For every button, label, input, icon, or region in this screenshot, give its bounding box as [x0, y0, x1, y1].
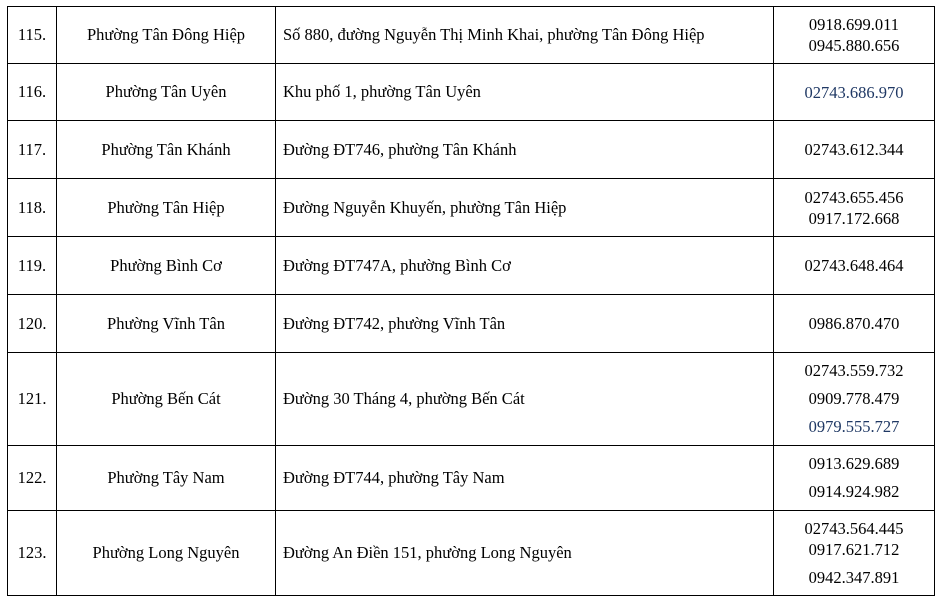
row-number: 116. — [8, 64, 57, 121]
phone-cell — [774, 179, 935, 237]
ward-name: Phường Bình Cơ — [57, 237, 276, 295]
ward-address: Đường ĐT742, phường Vĩnh Tân — [276, 295, 774, 353]
phone-number: 02743.655.456 — [804, 187, 904, 207]
table-row — [8, 353, 935, 446]
phone-number: 0945.880.656 — [808, 36, 900, 55]
phone-number: 0909.778.479 — [808, 389, 900, 408]
table-row — [8, 237, 935, 295]
row-number: 123. — [8, 511, 57, 596]
phone-cell — [774, 511, 935, 596]
ward-address: Khu phố 1, phường Tân Uyên — [276, 64, 774, 121]
phone-number: 02743.648.464 — [804, 256, 904, 275]
phone-number: 0979.555.727 — [808, 417, 900, 436]
ward-name: Phường Long Nguyên — [57, 511, 276, 596]
ward-name: Phường Tân Khánh — [57, 121, 276, 179]
phone-number: 0917.172.668 — [808, 208, 900, 228]
table-row — [8, 64, 935, 121]
phone-number: 02743.686.970 — [804, 82, 904, 102]
row-number: 121. — [8, 353, 57, 446]
row-number: 122. — [8, 446, 57, 511]
phone-cell — [774, 7, 935, 64]
phone-cell — [774, 121, 935, 179]
table-row — [8, 446, 935, 511]
ward-name: Phường Tân Đông Hiệp — [57, 7, 276, 64]
ward-address: Đường ĐT744, phường Tây Nam — [276, 446, 774, 511]
phone-cell — [774, 237, 935, 295]
ward-name: Phường Tân Uyên — [57, 64, 276, 121]
phone-number: 0942.347.891 — [808, 568, 900, 587]
row-number: 115. — [8, 7, 57, 64]
table-row — [8, 121, 935, 179]
phone-number: 02743.559.732 — [804, 361, 904, 380]
table-row — [8, 511, 935, 596]
phone-cell — [774, 295, 935, 353]
table-row — [8, 7, 935, 64]
phone-number: 02743.612.344 — [804, 140, 904, 159]
table-row — [8, 179, 935, 237]
ward-address: Đường ĐT746, phường Tân Khánh — [276, 121, 774, 179]
ward-address: Số 880, đường Nguyễn Thị Minh Khai, phường Tân Đông Hiệp — [276, 7, 774, 64]
ward-contact-table — [7, 6, 935, 596]
ward-address: Đường ĐT747A, phường Bình Cơ — [276, 237, 774, 295]
ward-address: Đường 30 Tháng 4, phường Bến Cát — [276, 353, 774, 446]
row-number: 117. — [8, 121, 57, 179]
phone-number: 0914.924.982 — [808, 482, 900, 501]
phone-number: 0917.621.712 — [808, 540, 900, 559]
ward-name: Phường Bến Cát — [57, 353, 276, 446]
row-number: 118. — [8, 179, 57, 237]
phone-number: 0986.870.470 — [808, 314, 900, 333]
ward-name: Phường Tây Nam — [57, 446, 276, 511]
phone-cell — [774, 353, 935, 446]
phone-cell — [774, 64, 935, 121]
table-row — [8, 295, 935, 353]
ward-name: Phường Tân Hiệp — [57, 179, 276, 237]
row-number: 119. — [8, 237, 57, 295]
row-number: 120. — [8, 295, 57, 353]
ward-address: Đường An Điền 151, phường Long Nguyên — [276, 511, 774, 596]
phone-number: 02743.564.445 — [804, 519, 904, 538]
phone-cell — [774, 446, 935, 511]
ward-name: Phường Vĩnh Tân — [57, 295, 276, 353]
ward-address: Đường Nguyễn Khuyến, phường Tân Hiệp — [276, 179, 774, 237]
phone-number: 0913.629.689 — [808, 454, 900, 473]
phone-number: 0918.699.011 — [808, 15, 900, 34]
